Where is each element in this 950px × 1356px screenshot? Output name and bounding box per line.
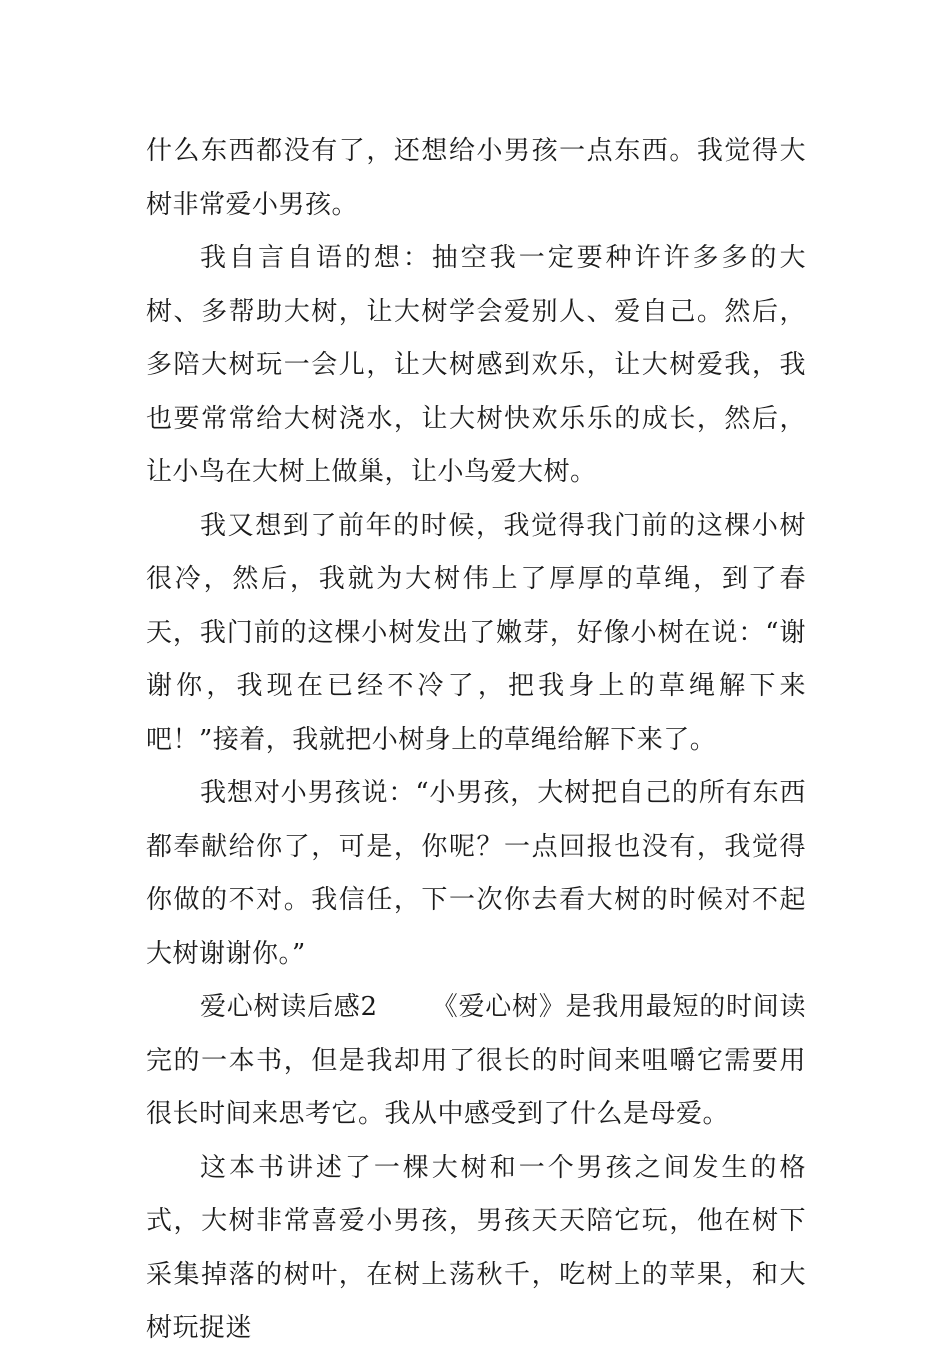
paragraph-1-text: 什么东西都没有了，还想给小男孩一点东西。我觉得大树非常爱小男孩。 [146, 136, 806, 220]
paragraph-3 [146, 500, 806, 768]
document-body [146, 125, 806, 1356]
paragraph-2 [146, 232, 806, 500]
paragraph-6-text: 这本书讲述了一棵大树和一个男孩之间发生的格式，大树非常喜爱小男孩，男孩天天陪它玩，他在树下采集掉落的树叶，在树上荡秋千，吃树上的苹果，和大树玩捉迷 [146, 1152, 806, 1343]
paragraph-5-text: 《爱心树》是我用最短的时间读完的一本书，但是我却用了很长的时间来咀嚼它需要用很长时间来思考它。我从中感受到了什么是母爱。 [146, 992, 806, 1129]
paragraph-3-text: 我又想到了前年的时候，我觉得我门前的这棵小树很冷，然后，我就为大树伟上了厚厚的草绳，到了春天，我门前的这棵小树发出了嫩芽，好像小树在说：“谢谢你，我现在已经不冷了，把我身上的草绳解下来吧！”接着，我就把小树身上的草绳给解下来了。 [146, 510, 806, 755]
section-heading: 爱心树读后感2 [200, 992, 378, 1022]
paragraph-2-text: 我自言自语的想：抽空我一定要种许许多多的大树、多帮助大树，让大树学会爱别人、爱自己。然后，多陪大树玩一会儿，让大树感到欢乐，让大树爱我，我也要常常给大树浇水，让大树快欢乐乐的成长，然后，让小鸟在大树上做巢，让小鸟爱大树。 [146, 243, 806, 487]
paragraph-1 [146, 125, 806, 232]
paragraph-6 [146, 1142, 806, 1356]
paragraph-4-text: 我想对小男孩说：“小男孩，大树把自己的所有东西都奉献给你了，可是，你呢？一点回报也没有，我觉得你做的不对。我信任，下一次你去看大树的时候对不起大树谢谢你。” [146, 778, 806, 969]
paragraph-4 [146, 767, 806, 981]
paragraph-5 [146, 981, 806, 1142]
